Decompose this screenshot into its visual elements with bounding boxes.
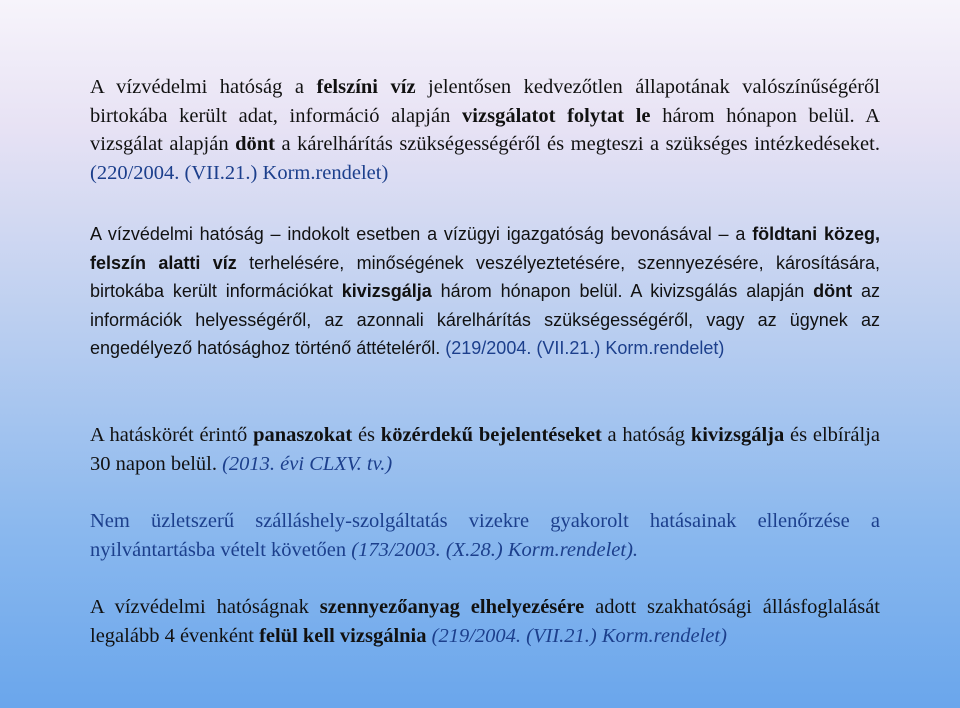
bold-text: szennyezőanyag elhelyezésére	[319, 596, 585, 618]
bold-text: vizsgálatot folytat le	[462, 104, 651, 127]
text: és	[352, 424, 381, 446]
paragraph-accommodation	[90, 507, 880, 564]
text: és elbírálja 30 napon belül.	[90, 424, 881, 475]
bold-text: kivizsgálja	[341, 281, 432, 302]
text: három hónapon belül. A kivizsgálás alapján	[431, 281, 814, 302]
paragraph-surface-water	[90, 73, 880, 187]
text: a kárelhárítás szükségességéről és megteszi a szükséges intézkedéseket.	[275, 133, 880, 156]
text: a hatóság	[601, 424, 691, 446]
legal-reference: (219/2004. (VII.21.) Korm.rendelet)	[445, 338, 725, 359]
paragraph-pollutant-placement	[90, 593, 880, 650]
text: az információk helyességéről, az azonnali kárelhárítás szükségességéről, vagy az ügynek az engedélyező hatósághoz történő áttételéről.	[90, 281, 881, 359]
text: három hónapon belül. A vizsgálat alapján	[90, 104, 881, 156]
paragraph-complaints	[90, 421, 880, 478]
bold-text: panaszokat	[253, 424, 353, 446]
bold-text: földtani közeg, felszín alatti víz	[90, 224, 881, 273]
text: jelentősen kedvezőtlen állapotának valószínűségéről birtokába került adat, információ alapján	[90, 76, 880, 127]
text: Nem üzletszerű szálláshely-szolgáltatás vizekre gyakorolt hatásainak ellenőrzése a nyilvántartásba vételt követően	[90, 510, 880, 561]
bold-text: kivizsgálja	[690, 424, 785, 446]
text: A vízvédelmi hatóság – indokolt esetben a vízügyi igazgatóság bevonásával – a	[90, 224, 753, 244]
legal-reference: (220/2004. (VII.21.) Korm.rendelet)	[90, 161, 389, 184]
paragraph-groundwater	[90, 220, 880, 363]
legal-reference: (173/2003. (X.28.) Korm.rendelet).	[351, 538, 639, 561]
text: A vízvédelmi hatóságnak	[90, 596, 320, 618]
text: A hatáskörét érintő	[90, 424, 254, 446]
text: adott szakhatósági állásfoglalását legalább 4 évenként	[90, 596, 880, 647]
bold-text: közérdekű bejelentéseket	[380, 424, 602, 446]
bold-text: dönt	[813, 281, 853, 302]
legal-reference: (219/2004. (VII.21.) Korm.rendelet)	[431, 624, 727, 647]
legal-reference: (2013. évi CLXV. tv.)	[222, 452, 393, 475]
text: A vízvédelmi hatóság a	[90, 76, 317, 98]
bold-text: dönt	[235, 133, 276, 156]
bold-text: felszíni víz	[316, 76, 416, 98]
text: terhelésére, minőségének veszélyeztetésére, szennyezésére, károsítására, birtokába került információkat	[90, 252, 880, 302]
bold-text: felül kell vizsgálnia	[259, 624, 427, 647]
